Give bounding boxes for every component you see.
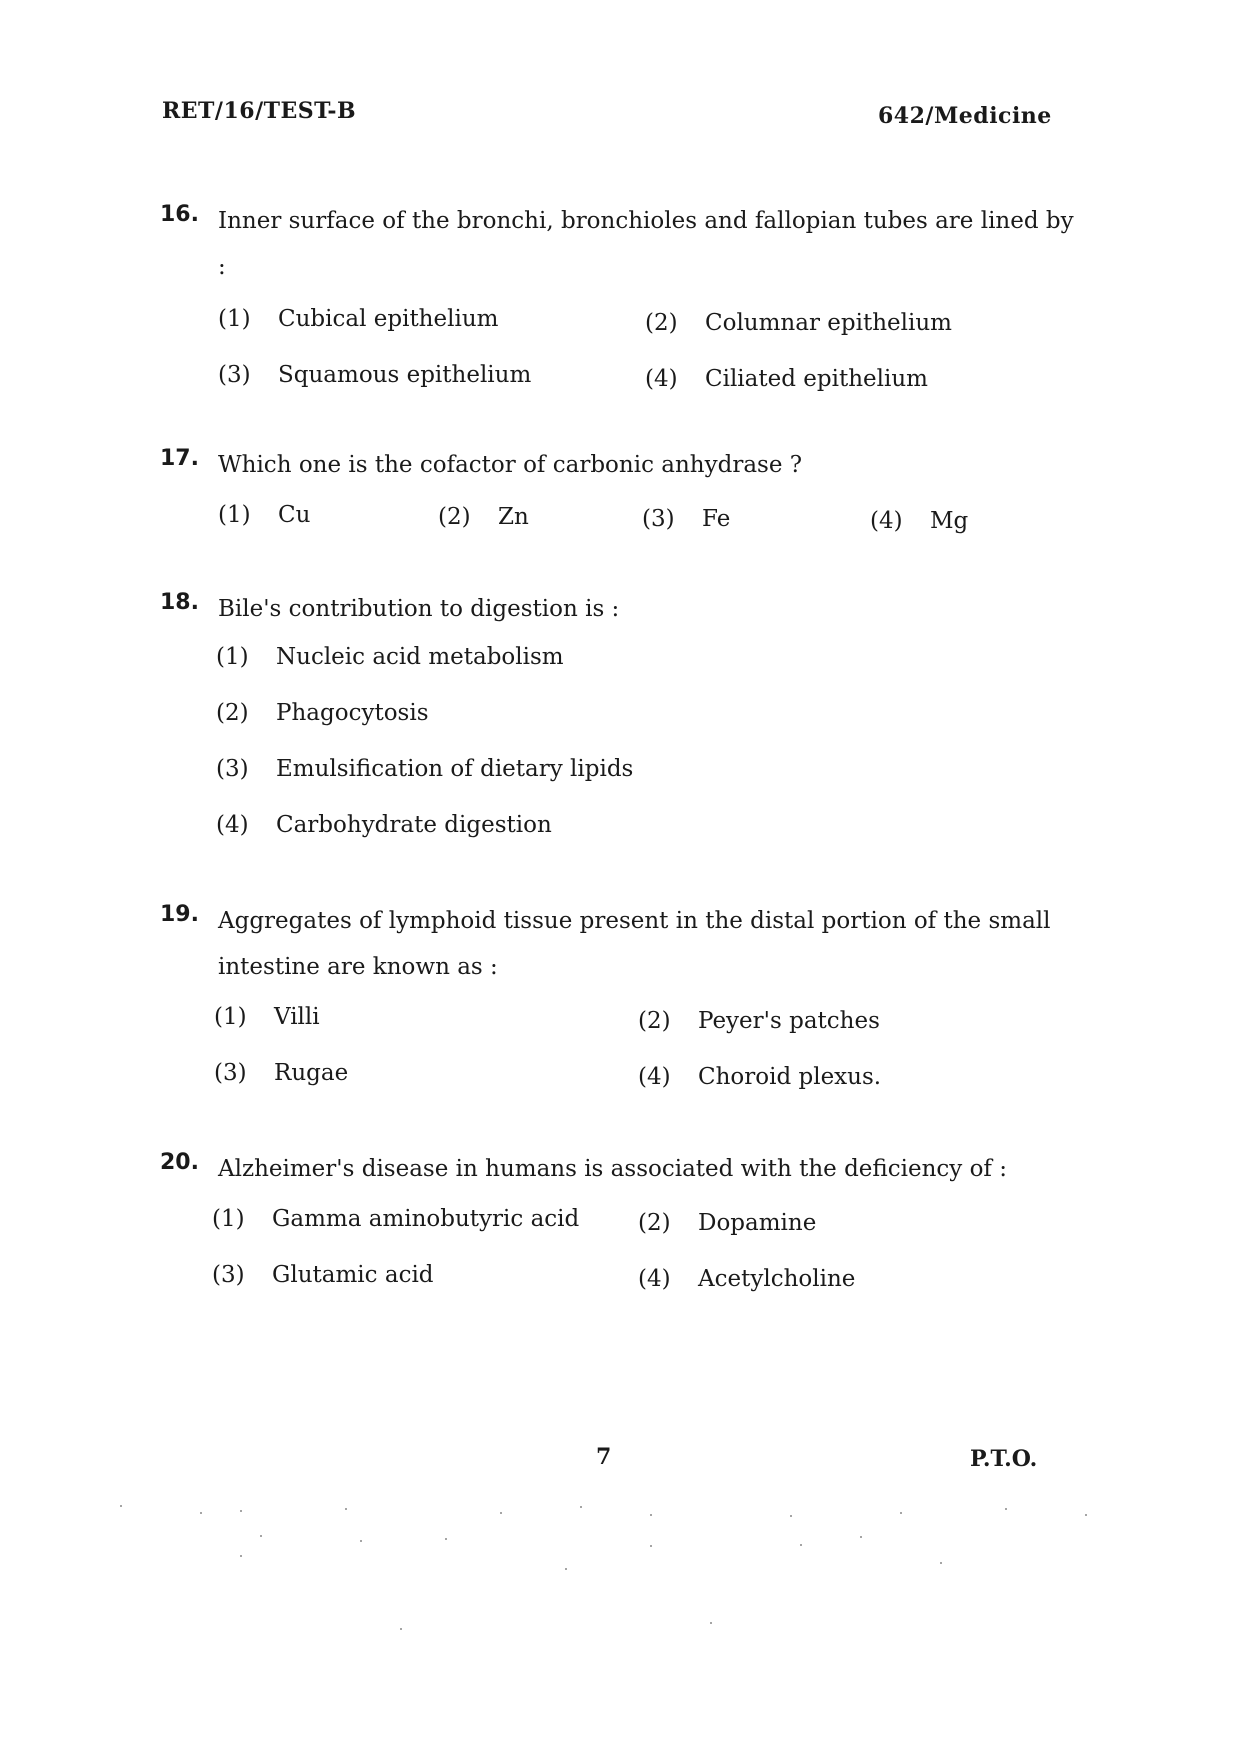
q16-option-2: (2) Columnar epithelium [645, 310, 952, 336]
question-16 [160, 198, 1080, 290]
q20-option-1: (1) Gamma aminobutyric acid [212, 1206, 580, 1232]
q17-option-4: (4) Mg [870, 508, 969, 534]
q18-option-4: (4) Carbohydrate digestion [216, 812, 552, 838]
q17-option-3: (3) Fe [642, 506, 731, 532]
header-code: RET/16/TEST-B [162, 98, 357, 124]
question-17 [160, 442, 1080, 488]
q18-option-3: (3) Emulsification of dietary lipids [216, 756, 634, 782]
question-number: 18. [160, 590, 199, 615]
question-text: Which one is the cofactor of carbonic anhydrase ? [218, 452, 803, 478]
q20-option-3: (3) Glutamic acid [212, 1262, 434, 1288]
question-text: Inner surface of the bronchi, bronchioles and fallopian tubes are lined by : [218, 208, 1074, 280]
question-text: Bile's contribution to digestion is : [218, 596, 620, 622]
pto-label: P.T.O. [970, 1446, 1038, 1472]
q16-option-3: (3) Squamous epithelium [218, 362, 532, 388]
question-number: 17. [160, 446, 199, 471]
question-19 [160, 898, 1080, 990]
question-text: Aggregates of lymphoid tissue present in the distal portion of the small intestine are known as : [218, 908, 1051, 980]
question-18 [160, 586, 1080, 632]
question-number: 20. [160, 1150, 199, 1175]
q19-option-2: (2) Peyer's patches [638, 1008, 880, 1034]
q17-option-1: (1) Cu [218, 502, 311, 528]
q17-option-2: (2) Zn [438, 504, 529, 530]
page-number: 7 [596, 1444, 612, 1470]
q19-option-3: (3) Rugae [214, 1060, 349, 1086]
q16-option-4: (4) Ciliated epithelium [645, 366, 928, 392]
q18-option-2: (2) Phagocytosis [216, 700, 429, 726]
question-number: 16. [160, 202, 199, 227]
q20-option-4: (4) Acetylcholine [638, 1266, 856, 1292]
q19-option-4: (4) Choroid plexus. [638, 1064, 882, 1090]
q16-option-1: (1) Cubical epithelium [218, 306, 499, 332]
question-20 [160, 1146, 1080, 1192]
q19-option-1: (1) Villi [214, 1004, 320, 1030]
q20-option-2: (2) Dopamine [638, 1210, 817, 1236]
q18-option-1: (1) Nucleic acid metabolism [216, 644, 564, 670]
question-number: 19. [160, 902, 199, 927]
question-text: Alzheimer's disease in humans is associated with the deficiency of : [218, 1156, 1008, 1182]
header-subject: 642/Medicine [878, 103, 1052, 129]
